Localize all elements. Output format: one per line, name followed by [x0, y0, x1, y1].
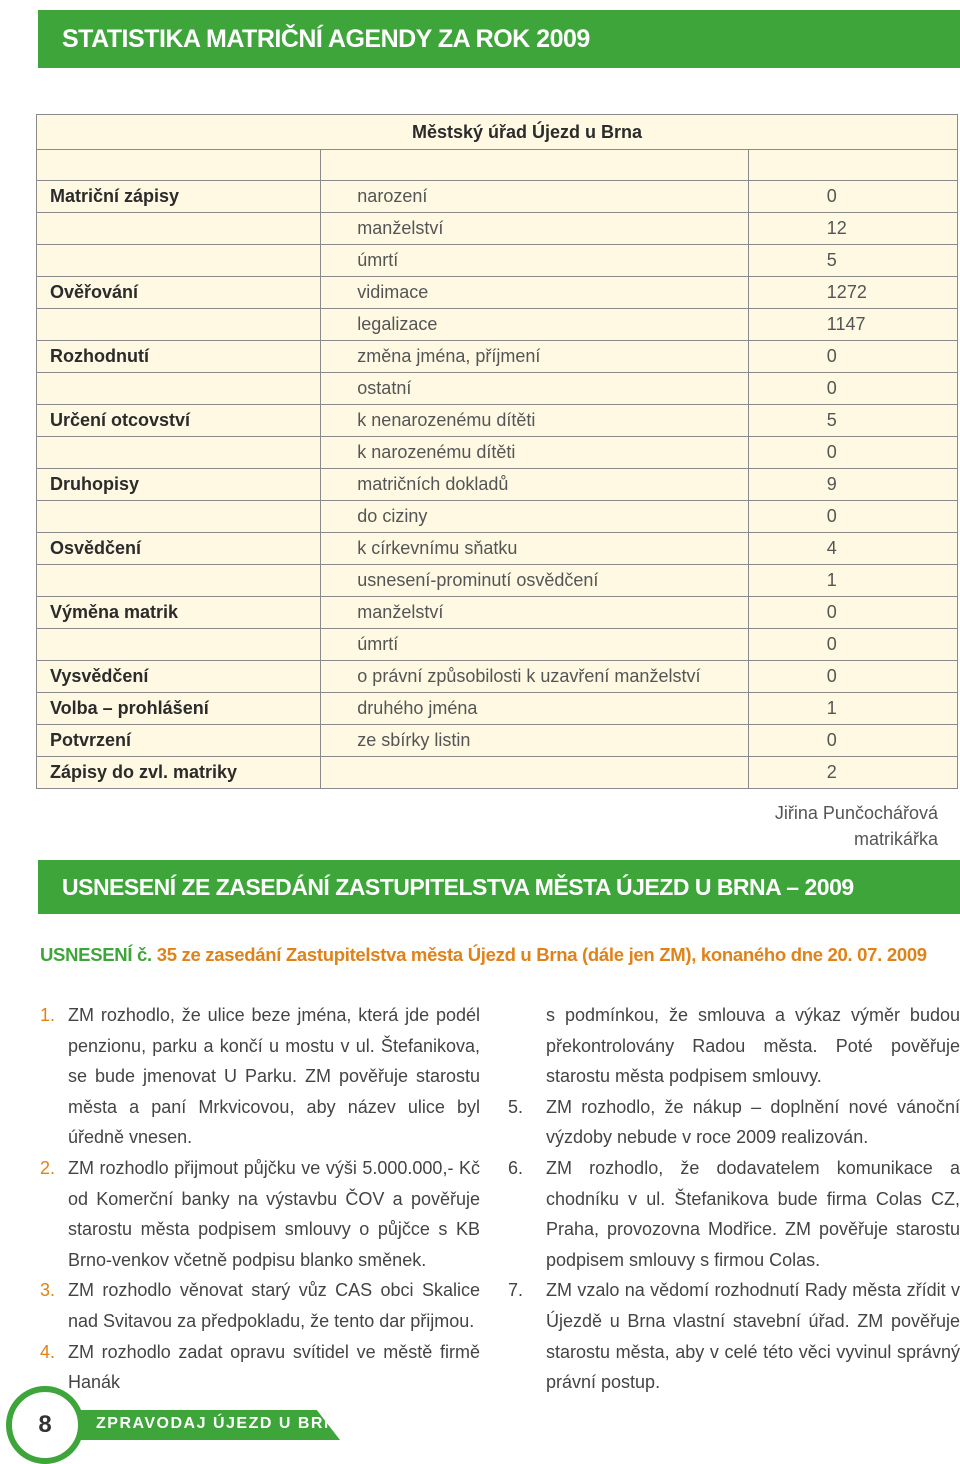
category-cell: Ověřování	[37, 277, 321, 309]
resolution-number: 6.	[508, 1157, 524, 1178]
table-row	[37, 181, 958, 213]
item-cell: vidimace	[321, 277, 749, 309]
section-banner-resolutions: USNESENÍ ZE ZASEDÁNÍ ZASTUPITELSTVA MĚSTA ÚJEZD U BRNA – 2009	[38, 860, 960, 914]
item-cell: narození	[321, 181, 749, 213]
value-cell: 0	[748, 341, 957, 373]
resolution-number: 2.	[40, 1157, 56, 1178]
table-row	[37, 725, 958, 757]
category-cell	[37, 629, 321, 661]
table-row	[37, 693, 958, 725]
item-cell: k církevnímu sňatku	[321, 533, 749, 565]
category-cell: Výměna matrik	[37, 597, 321, 629]
table-spacer-cell	[321, 150, 749, 181]
category-cell: Osvědčení	[37, 533, 321, 565]
resolution-item	[40, 1153, 480, 1275]
table-row	[37, 533, 958, 565]
footer-title: ZPRAVODAJ ÚJEZD U BRNA	[96, 1415, 351, 1432]
resolution-item	[508, 1275, 960, 1397]
value-cell: 4	[748, 533, 957, 565]
table-row	[37, 629, 958, 661]
category-cell: Druhopisy	[37, 469, 321, 501]
table-row	[37, 565, 958, 597]
section-banner-statistics: STATISTIKA MATRIČNÍ AGENDY ZA ROK 2009	[38, 10, 960, 68]
item-cell: do ciziny	[321, 501, 749, 533]
statistics-table	[36, 114, 958, 789]
category-cell	[37, 213, 321, 245]
table-row	[37, 309, 958, 341]
resolution-item	[40, 1275, 480, 1336]
value-cell: 1	[748, 693, 957, 725]
value-cell: 0	[748, 597, 957, 629]
value-cell: 0	[748, 181, 957, 213]
signature-role: matrikářka	[853, 829, 938, 849]
resolution-column-right	[508, 1000, 960, 1398]
table-spacer-cell	[37, 150, 321, 181]
category-cell: Rozhodnutí	[37, 341, 321, 373]
table-row	[37, 341, 958, 373]
item-cell: manželství	[321, 597, 749, 629]
office-name: Městský úřad Újezd u Brna	[37, 115, 958, 150]
item-cell: k narozenému dítěti	[321, 437, 749, 469]
value-cell: 1147	[748, 309, 957, 341]
item-cell: úmrtí	[321, 245, 749, 277]
category-cell: Volba – prohlášení	[37, 693, 321, 725]
resolution-text: ZM rozhodlo přijmout půjčku ve výši 5.000.000,- Kč od Komerční banky na výstavbu ČOV a pověřuje starostu města podpisem smlouvy o půjčce s KB Brno-venkov včetně podpisu blanko směnek.	[68, 1157, 480, 1270]
table-row	[37, 597, 958, 629]
item-cell: změna jména, příjmení	[321, 341, 749, 373]
category-cell: Potvrzení	[37, 725, 321, 757]
value-cell: 0	[748, 501, 957, 533]
resolution-label: USNESENÍ č.	[40, 944, 152, 965]
page-footer	[0, 1386, 960, 1464]
category-cell	[37, 437, 321, 469]
item-cell: legalizace	[321, 309, 749, 341]
table-row	[37, 661, 958, 693]
table-row	[37, 405, 958, 437]
table-row	[37, 757, 958, 789]
item-cell: o právní způsobilosti k uzavření manželství	[321, 661, 749, 693]
resolution-item	[508, 1092, 960, 1153]
category-cell	[37, 565, 321, 597]
resolution-item	[508, 1000, 960, 1092]
value-cell: 0	[748, 373, 957, 405]
resolution-item	[40, 1000, 480, 1153]
item-cell: matričních dokladů	[321, 469, 749, 501]
category-cell: Vysvědčení	[37, 661, 321, 693]
table-row	[37, 277, 958, 309]
value-cell: 0	[748, 661, 957, 693]
item-cell: manželství	[321, 213, 749, 245]
resolution-text: ZM rozhodlo, že ulice beze jména, která jde podél penzionu, parku a končí u mostu v ul. Štefanikova, se bude jmenovat U Parku. ZM pověřuje starostu města a paní Mrkvicovou, aby název ulice byl úředně vnesen.	[68, 1005, 480, 1148]
table-spacer-cell	[748, 150, 957, 181]
resolution-number: 4.	[40, 1341, 56, 1362]
resolution-number: 1.	[40, 1005, 56, 1025]
value-cell: 0	[748, 437, 957, 469]
item-cell: ostatní	[321, 373, 749, 405]
category-cell	[37, 501, 321, 533]
resolution-heading	[40, 944, 960, 966]
resolution-number: 7.	[508, 1280, 524, 1301]
resolution-number: 3.	[40, 1280, 56, 1301]
item-cell: úmrtí	[321, 629, 749, 661]
item-cell: k nenarozenému dítěti	[321, 405, 749, 437]
resolution-number	[508, 1000, 546, 1092]
table-row	[37, 245, 958, 277]
value-cell: 12	[748, 213, 957, 245]
value-cell: 5	[748, 405, 957, 437]
item-cell: usnesení-prominutí osvědčení	[321, 565, 749, 597]
resolution-text: ZM vzalo na vědomí rozhodnutí Rady města zřídit v Újezdě u Brna vlastní stavební úřad. ZM pověřuje starostu města, aby v celé této věci vyvinul správný právní postup.	[546, 1280, 960, 1393]
resolution-number: 5.	[508, 1096, 524, 1117]
value-cell: 1272	[748, 277, 957, 309]
resolution-item	[508, 1153, 960, 1275]
table-row	[37, 373, 958, 405]
item-cell: ze sbírky listin	[321, 725, 749, 757]
resolution-text: ZM rozhodlo věnovat starý vůz CAS obci Skalice nad Svitavou za předpokladu, že tento dar přijmou.	[68, 1280, 480, 1331]
value-cell: 0	[748, 629, 957, 661]
category-cell	[37, 245, 321, 277]
table-row	[37, 469, 958, 501]
resolution-text: ZM rozhodlo, že nákup – doplnění nové vánoční výzdoby nebude v roce 2009 realizován.	[546, 1096, 960, 1148]
page-number: 8	[6, 1386, 84, 1464]
value-cell: 0	[748, 725, 957, 757]
value-cell: 5	[748, 245, 957, 277]
resolution-column-left	[40, 1000, 480, 1398]
category-cell: Matriční zápisy	[37, 181, 321, 213]
item-cell: druhého jména	[321, 693, 749, 725]
category-cell	[37, 373, 321, 405]
category-cell: Zápisy do zvl. matriky	[37, 757, 321, 789]
table-row	[37, 213, 958, 245]
resolution-title: 35 ze zasedání Zastupitelstva města Újezd u Brna (dále jen ZM), konaného dne 20. 07. 2009	[156, 944, 927, 965]
signature-block	[775, 800, 938, 852]
item-cell	[321, 757, 749, 789]
signature-name: Jiřina Punčochářová	[774, 803, 938, 823]
category-cell: Určení otcovství	[37, 405, 321, 437]
resolution-text: s podmínkou, že smlouva a výkaz výměr budou překontrolovány Radou města. Poté pověřuje starostu města podpisem smlouvy.	[546, 1005, 960, 1087]
resolution-text: ZM rozhodlo zadat opravu svítidel ve městě firmě Hanák	[68, 1341, 480, 1393]
resolution-text: ZM rozhodlo, že dodavatelem komunikace a chodníku v ul. Štefanikova bude firma Colas CZ, Praha, provozovna Modřice. ZM pověřuje starostu podpisem smlouvy s firmou Colas.	[546, 1157, 960, 1270]
value-cell: 9	[748, 469, 957, 501]
value-cell: 2	[748, 757, 957, 789]
category-cell	[37, 309, 321, 341]
table-row	[37, 501, 958, 533]
table-row	[37, 437, 958, 469]
value-cell: 1	[748, 565, 957, 597]
